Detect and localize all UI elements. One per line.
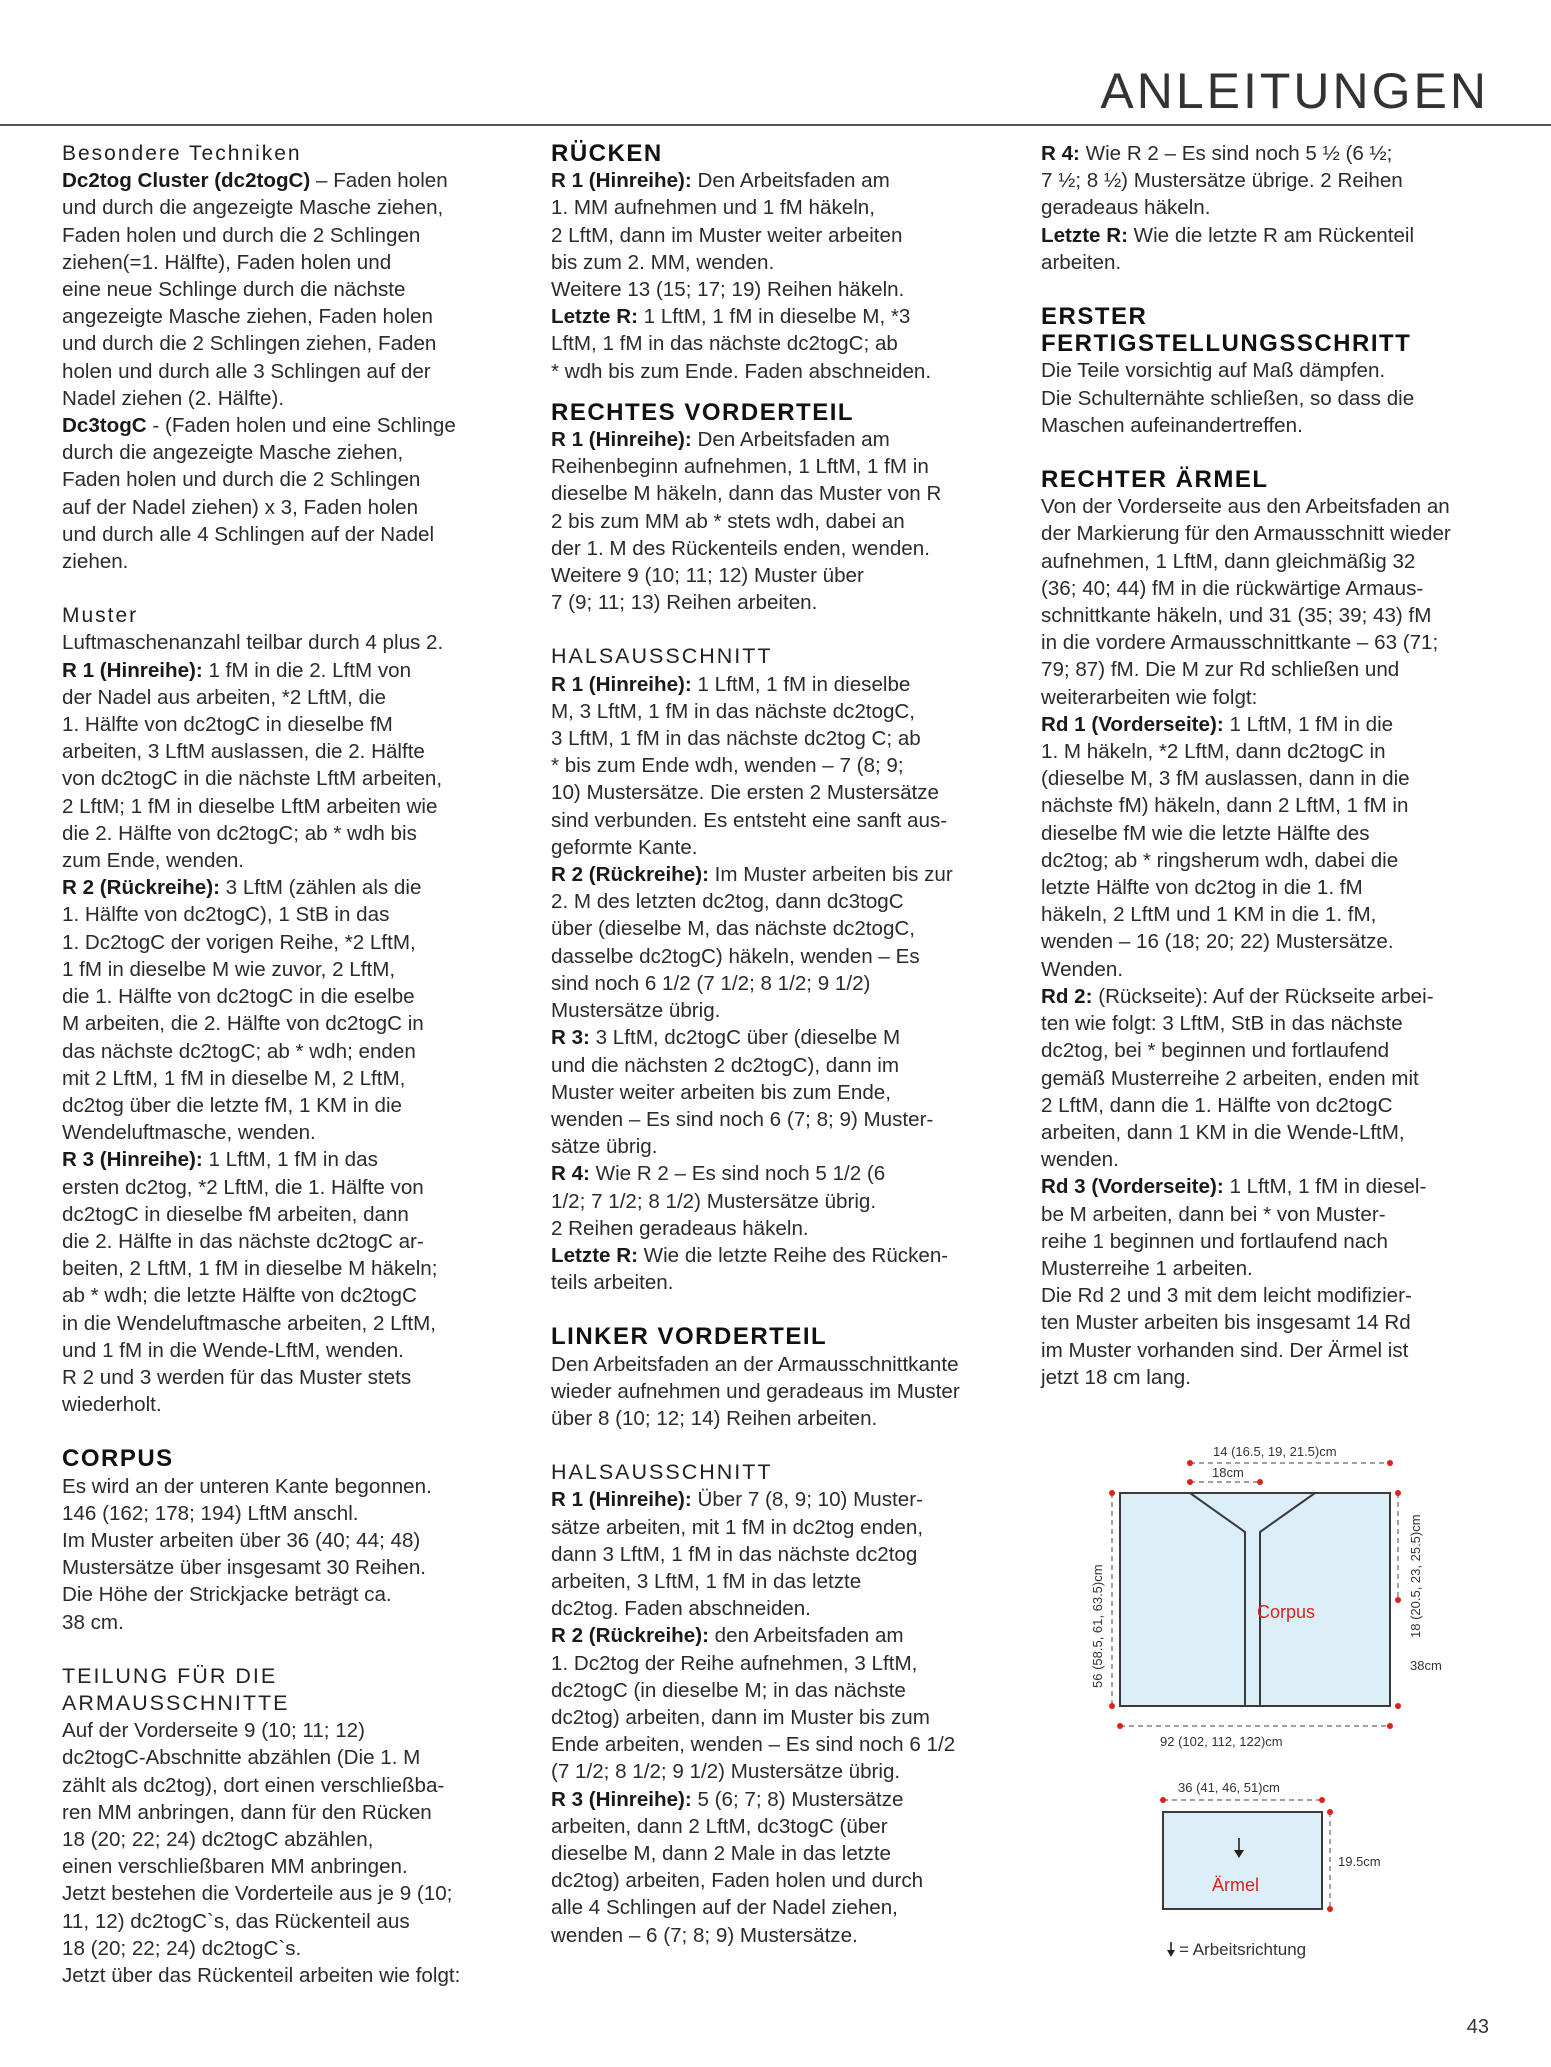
text-line: reihe 1 beginnen und fortlaufend nach [1041,1229,1388,1253]
hals1-heading: HALSAUSSCHNITT [551,644,773,669]
rvt-heading: RECHTES VORDERTEIL [551,398,855,426]
text-line: Nadel ziehen (2. Hälfte). [62,386,285,410]
text-line: 18 (20; 22; 24) dc2togC`s. [62,1936,302,1960]
text-line: 2 Reihen geradeaus häkeln. [551,1216,809,1240]
dc3tog-paragraph [62,412,507,575]
aermel-heading: RECHTER ÄRMEL [1041,466,1269,494]
row-label: Rd 1 (Vorderseite): [1041,712,1224,736]
erster-heading: ERSTER FERTIGSTELLUNGSSCHRITT [1041,303,1412,358]
text-line: dc2togC (in dieselbe M; in das nächste [551,1678,906,1702]
text-line: (Rückseite): Auf der Rückseite arbei- [1092,984,1434,1008]
text-line: 3 LftM, 1 fM in das nächste dc2tog C; ab [551,727,921,751]
text-line: Wendeluftmasche, wenden. [62,1121,316,1145]
marker-dot [1187,1460,1193,1466]
row-label: R 4: [1041,142,1080,165]
text-line: Mustersätze über insgesamt 30 Reihen. [62,1556,427,1580]
text-line: sätze übrig. [551,1135,658,1159]
text-line: letzte Hälfte von dc2tog in die 1. fM [1041,876,1363,900]
text-line: im Muster vorhanden sind. Der Ärmel ist [1041,1338,1409,1362]
text-line: Wie die letzte Reihe des Rücken- [637,1243,949,1267]
marker-dot [1187,1479,1193,1485]
marker-dot [1160,1797,1166,1803]
text-line: häkeln, 2 LftM und 1 KM in die 1. fM, [1041,903,1377,927]
text-line: Mustersätze übrig. [551,999,721,1023]
text-line: und durch alle 4 Schlingen auf der Nadel [62,522,435,546]
text-line: arbeiten, 3 LftM, 1 fM in das letzte [551,1569,862,1593]
hals1-r2-paragraph [551,861,997,1024]
text-line: Wie R 2 – Es sind noch 5 1/2 (6 [589,1162,886,1186]
text-line: wenden – Es sind noch 6 (7; 8; 9) Muster- [551,1107,934,1131]
text-line: 1 fM in die 2. LftM von [202,658,412,682]
text-line: arbeiten, dann 1 KM in die Wende-LftM, [1041,1120,1405,1144]
text-line: 5 (6; 7; 8) Mustersätze [691,1787,904,1811]
text-line: dieselbe M, dann 2 Male in das letzte [551,1841,891,1865]
row-label: R 2 (Rückreihe): [551,1624,709,1648]
row-label: Letzte R: [551,1243,638,1267]
text-line: M arbeiten, die 2. Hälfte von dc2togC in [62,1012,424,1036]
text-line: dann 3 LftM, 1 fM in das nächste dc2tog [551,1542,918,1566]
text-line: arbeiten, dann 2 LftM, dc3togC (über [551,1814,888,1838]
text-line: 3 LftM (zählen als die [219,876,422,900]
techniques-heading: Besondere Techniken [62,142,302,165]
text-line: 1. MM aufnehmen und 1 fM häkeln, [551,196,875,220]
text-line: den Arbeitsfaden am [708,1624,904,1648]
text-line: dc2tog; ab * ringsherum wdh, dabei die [1041,848,1399,872]
text-line: über (dieselbe M, das nächste dc2togC, [551,917,916,941]
muster-intro: Luftmaschenanzahl teilbar durch 4 plus 2. [62,631,444,655]
text-line: die 1. Hälfte von dc2togC in die eselbe [62,985,415,1009]
text-line: sätze arbeiten, mit 1 fM in dc2tog enden, [551,1515,924,1539]
row-label: R 4: [551,1162,590,1186]
corpus-heading: CORPUS [62,1445,174,1473]
text-line: wenden – 6 (7; 8; 9) Mustersätze. [551,1923,858,1947]
schematic-diagram [1060,1420,1520,1980]
row-label: Rd 3 (Vorderseite): [1041,1175,1224,1199]
muster-r1-paragraph [62,657,507,875]
text-line: – Faden holen [310,169,448,193]
hals2-r3-paragraph [551,1786,997,1949]
corpus-height-left-label: 56 (58.5, 61, 63.5)cm [1090,1564,1105,1688]
text-line: einen verschließbaren MM anbringen. [62,1855,408,1879]
header-rule [0,124,1551,126]
text-line: 2 LftM, dann die 1. Hälfte von dc2togC [1041,1093,1393,1117]
text-line: und die nächsten 2 dc2togC), dann im [551,1053,900,1077]
text-line: (36; 40; 44) fM in die rückwärtige Armaus- [1041,576,1424,600]
text-line: wiederholt. [62,1393,162,1417]
text-line: 1 LftM, 1 fM in die [1223,712,1394,736]
text-line: Faden holen und durch die 2 Schlingen [62,223,421,247]
text-line: holen und durch alle 3 Schlingen auf der [62,359,431,383]
row-label: R 1 (Hinreihe): [551,428,692,452]
text-line: zum Ende, wenden. [62,849,245,873]
text-line: 18 (20; 22; 24) dc2togC abzählen, [62,1827,374,1851]
text-line: geformte Kante. [551,835,698,859]
marker-dot [1395,1490,1401,1496]
col3-r4-paragraph [1041,140,1491,222]
text-line: 7 (9; 11; 13) Reihen arbeiten. [551,591,818,615]
sleeve-height-label: 19.5cm [1338,1854,1381,1869]
text-line: Reihenbeginn aufnehmen, 1 LftM, 1 fM in [551,455,929,479]
text-line: Jetzt über das Rückenteil arbeiten wie folgt: [62,1964,461,1987]
marker-dot [1387,1460,1393,1466]
rd1-paragraph [1041,711,1491,983]
text-line: R 2 und 3 werden für das Muster stets [62,1365,412,1389]
text-line: 1 fM in dieselbe M wie zuvor, 2 LftM, [62,957,396,981]
text-line: gemäß Musterreihe 2 arbeiten, enden mit [1041,1066,1419,1090]
hals1-r1-paragraph [551,671,997,861]
text-line: angezeigte Masche ziehen, Faden holen [62,305,433,329]
text-line: Im Muster arbeiten über 36 (40; 44; 48) [62,1528,421,1552]
row-label: R 1 (Hinreihe): [62,658,203,682]
marker-dot [1117,1723,1123,1729]
text-line: wieder aufnehmen und geradeaus im Muster [551,1379,960,1403]
erster-paragraph [1041,357,1491,439]
text-line: (dieselbe M, 3 fM auslassen, dann in die [1041,767,1410,791]
text-line: (7 1/2; 8 1/2; 9 1/2) Mustersätze übrig. [551,1760,901,1784]
text-line: dc2togC-Abschnitte abzählen (Die 1. M [62,1746,421,1770]
text-line: von dc2togC in die nächste LftM arbeiten, [62,767,443,791]
text-line: dieselbe M häkeln, dann das Muster von R [551,482,942,506]
text-line: 146 (162; 178; 194) LftM anschl. [62,1501,359,1525]
text-line: das nächste dc2togC; ab * wdh; enden [62,1039,416,1063]
text-line: 79; 87) fM. Die M zur Rd schließen und [1041,658,1400,682]
text-line: mit 2 LftM, 1 fM in dieselbe M, 2 LftM, [62,1066,406,1090]
rd3-paragraph [1041,1173,1491,1391]
text-line: Im Muster arbeiten bis zur [708,863,953,887]
text-line: teils arbeiten. [551,1271,674,1295]
text-line: ziehen(=1. Hälfte), Faden holen und [62,250,392,274]
text-line: 1 LftM, 1 fM in diesel- [1223,1175,1427,1199]
corpus-top-width-label: 14 (16.5, 19, 21.5)cm [1213,1444,1337,1459]
text-line: alle 4 Schlingen auf der Nadel ziehen, [551,1896,898,1920]
sleeve-label: Ärmel [1212,1875,1260,1895]
row-label: R 3: [551,1026,590,1050]
teilung-paragraph [62,1717,507,1989]
lvt-paragraph [551,1351,997,1433]
text-line: 2 LftM; 1 fM in dieselbe LftM arbeiten wie [62,794,438,818]
lvt-heading: LINKER VORDERTEIL [551,1323,828,1351]
text-line: und durch die angezeigte Masche ziehen, [62,196,444,220]
text-line: 2. M des letzten dc2tog, dann dc3togC [551,890,904,914]
row-label: R 2 (Rückreihe): [62,876,220,900]
text-line: in die vordere Armausschnittkante – 63 (71; [1041,631,1439,655]
sleeve-width-label: 36 (41, 46, 51)cm [1178,1780,1280,1795]
text-line: M, 3 LftM, 1 fM in das nächste dc2togC, [551,699,915,723]
text-line: dc2tog über die letzte fM, 1 KM in die [62,1093,402,1117]
legend-arrow-icon [1167,1942,1175,1957]
corpus-shape [1120,1493,1390,1706]
text-line: sind noch 6 1/2 (7 1/2; 8 1/2; 9 1/2) [551,971,871,995]
col3-last-paragraph [1041,222,1491,276]
rd2-paragraph [1041,983,1491,1173]
ruecken-last-paragraph [551,303,997,385]
text-line: der Markierung für den Armausschnitt wieder [1041,522,1451,546]
rvt-r1-paragraph [551,426,997,616]
row-label: R 1 (Hinreihe): [551,672,692,696]
text-line: 1. Hälfte von dc2togC in dieselbe fM [62,713,393,737]
text-line: Die Rd 2 und 3 mit dem leicht modifizier- [1041,1284,1412,1308]
column-1 [62,140,507,1989]
hals2-r1-paragraph [551,1486,997,1622]
text-line: 1/2; 7 1/2; 8 1/2) Mustersätze übrig. [551,1189,877,1213]
aermel-paragraph [1041,493,1491,711]
ruecken-r1-paragraph [551,167,997,303]
text-line: dieselbe fM wie die letzte Hälfte des [1041,821,1370,845]
row-label: Rd 2: [1041,984,1093,1008]
text-line: wenden – 16 (18; 20; 22) Mustersätze. [1041,930,1394,954]
text-line: Die Schulternähte schließen, so dass die [1041,386,1415,410]
text-line: eine neue Schlinge durch die nächste [62,278,406,302]
row-label: R 1 (Hinreihe): [551,169,692,193]
hals1-r4-paragraph [551,1160,997,1242]
text-line: 1. Hälfte von dc2togC), 1 StB in das [62,903,390,927]
marker-dot [1109,1703,1115,1709]
text-line: 11, 12) dc2togC`s, das Rückenteil aus [62,1909,410,1933]
column-2 [551,140,997,1949]
text-line: auf der Nadel ziehen) x 3, Faden holen [62,495,419,519]
text-line: und 1 fM in die Wende-LftM, wenden. [62,1338,404,1362]
text-line: 1 LftM, 1 fM in dieselbe M, *3 [637,305,911,329]
text-line: Weitere 9 (10; 11; 12) Muster über [551,564,864,588]
text-line: * wdh bis zum Ende. Faden abschneiden. [551,359,932,383]
corpus-bottom-width-label: 92 (102, 112, 122)cm [1160,1734,1283,1749]
marker-dot [1319,1797,1325,1803]
text-line: schnittkante häkeln, und 31 (35; 39; 43) fM [1041,604,1432,628]
row-label: R 3 (Hinreihe): [62,1148,203,1172]
text-line: weiterarbeiten wie folgt: [1041,685,1258,709]
text-line: dasselbe dc2togC) häkeln, wenden – Es [551,944,920,968]
text-line: aufnehmen, 1 LftM, dann gleichmäßig 32 [1041,549,1416,573]
text-line: geradeaus häkeln. [1041,196,1211,220]
text-line: Ende arbeiten, wenden – Es sind noch 6 1/2 [551,1733,956,1757]
text-line: Wie die letzte R am Rückenteil [1127,223,1415,247]
text-line: ab * wdh; die letzte Hälfte von dc2togC [62,1284,417,1308]
text-line: 1 LftM, 1 fM in dieselbe [691,672,911,696]
hals2-heading: HALSAUSSCHNITT [551,1460,773,1485]
hals1-r3-paragraph [551,1024,997,1160]
text-line: Die Höhe der Strickjacke beträgt ca. [62,1583,392,1607]
muster-r3-paragraph [62,1146,507,1418]
row-label: R 2 (Rückreihe): [551,863,709,887]
corpus-label: Corpus [1257,1602,1316,1622]
text-line: arbeiten. [1041,250,1122,274]
marker-dot [1395,1703,1401,1709]
text-line: der Nadel aus arbeiten, *2 LftM, die [62,685,386,709]
column-3 [1041,140,1491,1391]
text-line: die 2. Hälfte von dc2togC; ab * wdh bis [62,821,417,845]
text-line: Es wird an der unteren Kante begonnen. [62,1474,432,1498]
text-line: 1. Dc2tog der Reihe aufnehmen, 3 LftM, [551,1651,918,1675]
text-line: Die Teile vorsichtig auf Maß dämpfen. [1041,359,1386,383]
text-line: - (Faden holen und eine Schlinge [146,414,456,438]
corpus-length-label: 38cm [1410,1658,1442,1673]
text-line: Jetzt bestehen die Vorderteile aus je 9 (10; [62,1882,453,1906]
text-line: Faden holen und durch die 2 Schlingen [62,468,421,492]
text-line: Von der Vorderseite aus den Arbeitsfaden an [1041,495,1450,519]
text-line: Den Arbeitsfaden am [691,428,890,452]
text-line: ten Muster arbeiten bis insgesamt 14 Rd [1041,1311,1411,1335]
text-line: arbeiten, 3 LftM auslassen, die 2. Hälfte [62,740,425,764]
text-line: bis zum 2. MM, wenden. [551,250,775,274]
text-line: jetzt 18 cm lang. [1041,1365,1191,1389]
text-line: 38 cm. [62,1610,124,1634]
text-line: die 2. Hälfte in das nächste dc2togC ar- [62,1229,424,1253]
row-label: Letzte R: [1041,223,1128,247]
marker-dot [1327,1809,1333,1815]
corpus-neck-label: 18cm [1212,1465,1244,1480]
text-line: nächste fM) häkeln, dann 2 LftM, 1 fM in [1041,794,1409,818]
muster-r2-paragraph [62,874,507,1146]
text-line: Muster weiter arbeiten bis zum Ende, [551,1080,891,1104]
text-line: ersten dc2tog, *2 LftM, die 1. Hälfte von [62,1175,424,1199]
text-line: 1. M häkeln, *2 LftM, dann dc2togC in [1041,740,1386,764]
text-line: Maschen aufeinandertreffen. [1041,413,1303,437]
row-label: R 1 (Hinreihe): [551,1488,692,1512]
text-line: dc2togC in dieselbe fM arbeiten, dann [62,1202,409,1226]
text-line: Den Arbeitsfaden an der Armausschnittkante [551,1352,959,1376]
corpus-armhole-label: 18 (20.5, 23, 25.5)cm [1408,1514,1423,1638]
page-number: 43 [1466,2016,1489,2038]
text-line: Wie R 2 – Es sind noch 5 ½ (6 ½; [1079,142,1393,165]
corpus-paragraph [62,1473,507,1636]
marker-dot [1395,1597,1401,1603]
marker-dot [1327,1906,1333,1912]
text-line: 7 ½; 8 ½) Mustersätze übrige. 2 Reihen [1041,169,1403,193]
text-line: dc2tog, bei * beginnen und fortlaufend [1041,1039,1390,1063]
text-line: durch die angezeigte Masche ziehen, [62,441,404,465]
text-line: dc2tog) arbeiten, Faden holen und durch [551,1869,924,1893]
text-line: Musterreihe 1 arbeiten. [1041,1256,1253,1280]
text-line: be M arbeiten, dann bei * von Muster- [1041,1202,1386,1226]
text-line: Weitere 13 (15; 17; 19) Reihen häkeln. [551,278,905,302]
text-line: zählt als dc2tog), dort einen verschließba- [62,1773,445,1797]
text-line: dc2tog) arbeiten, dann im Muster bis zum [551,1705,930,1729]
text-line: ziehen. [62,550,129,574]
text-line: ren MM anbringen, dann für den Rücken [62,1800,432,1824]
text-line: Auf der Vorderseite 9 (10; 11; 12) [62,1719,365,1743]
text-line: beiten, 2 LftM, 1 fM in dieselbe M häkeln; [62,1257,438,1281]
marker-dot [1387,1723,1393,1729]
text-line: und durch die 2 Schlingen ziehen, Faden [62,332,437,356]
text-line: sind verbunden. Es entsteht eine sanft aus- [551,808,948,832]
text-line: 2 LftM, dann im Muster weiter arbeiten [551,223,903,247]
row-label: Letzte R: [551,305,638,329]
ruecken-heading: RÜCKEN [551,140,663,167]
text-line: wenden. [1041,1148,1119,1172]
hals1-last-paragraph [551,1242,997,1296]
text-line: 1. Dc2togC der vorigen Reihe, *2 LftM, [62,930,416,954]
legend-label: = Arbeitsrichtung [1179,1940,1307,1959]
text-line: der 1. M des Rückenteils enden, wenden. [551,536,930,560]
marker-dot [1257,1479,1263,1485]
dc2tog-term: Dc2tog Cluster (dc2togC) [62,169,311,193]
text-line: 10) Mustersätze. Die ersten 2 Mustersätze [551,781,940,805]
muster-heading: Muster [62,604,139,628]
teilung-heading: TEILUNG FÜR DIE ARMAUSSCHNITTE [62,1663,290,1715]
text-line: über 8 (10; 12; 14) Reihen arbeiten. [551,1406,878,1430]
text-line: LftM, 1 fM in das nächste dc2togC; ab [551,332,898,356]
hals2-r2-paragraph [551,1622,997,1785]
text-line: * bis zum Ende wdh, wenden – 7 (8; 9; [551,754,904,778]
dc2tog-paragraph [62,167,507,412]
row-label: R 3 (Hinreihe): [551,1787,692,1811]
text-line: dc2tog. Faden abschneiden. [551,1597,811,1621]
text-line: Den Arbeitsfaden am [691,169,890,193]
page-header-title: ANLEITUNGEN [1100,63,1489,119]
text-line: 3 LftM, dc2togC über (dieselbe M [589,1026,901,1050]
dc3tog-term: Dc3togC [62,414,147,438]
marker-dot [1109,1490,1115,1496]
text-line: in die Wendeluftmasche arbeiten, 2 LftM, [62,1311,436,1335]
text-line: ten wie folgt: 3 LftM, StB in das nächste [1041,1012,1403,1036]
text-line: 1 LftM, 1 fM in das [202,1148,378,1172]
text-line: Über 7 (8, 9; 10) Muster- [691,1488,923,1512]
text-line: 2 bis zum MM ab * stets wdh, dabei an [551,509,905,533]
text-line: Wenden. [1041,957,1124,981]
